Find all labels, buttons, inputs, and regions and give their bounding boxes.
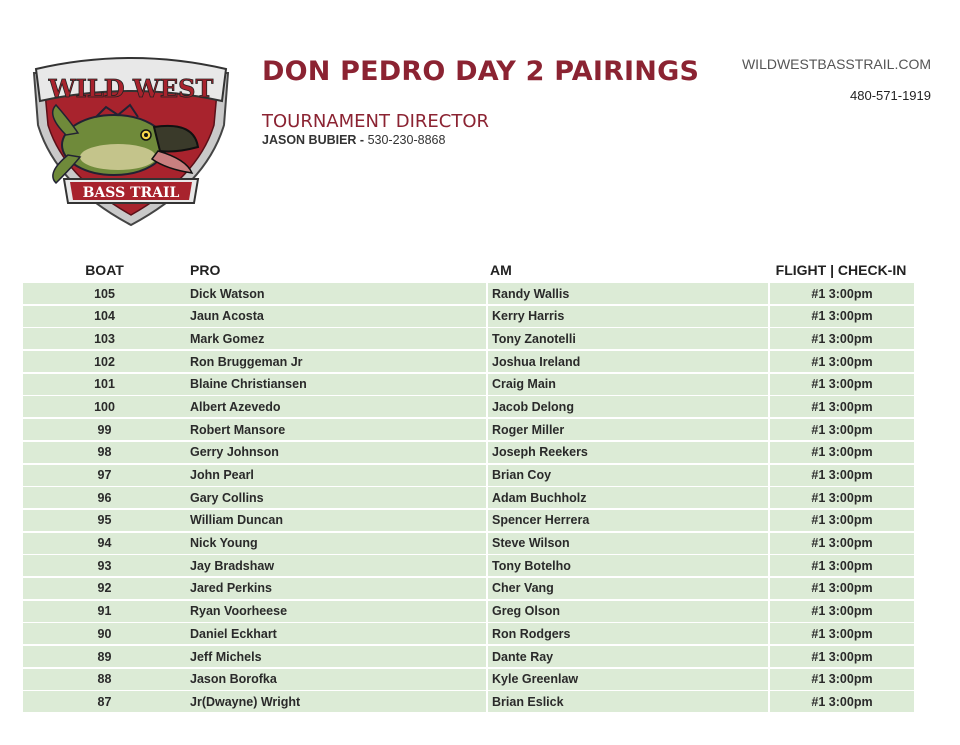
column-header-flight-check-in: FLIGHT | CHECK-IN <box>775 261 907 278</box>
boat-number-cell: 98 <box>97 445 112 460</box>
am-name-cell: Kyle Greenlaw <box>486 669 768 690</box>
boat-number-cell: 90 <box>97 626 112 641</box>
boat-number-cell: 88 <box>97 672 112 687</box>
am-name-cell: Steve Wilson <box>486 533 768 554</box>
table-row <box>23 487 914 508</box>
director-name: JASON BUBIER - <box>262 133 365 147</box>
table-row <box>23 442 914 463</box>
logo-top-text: WILD WEST <box>48 74 214 103</box>
pro-name-cell: Blaine Christiansen <box>190 377 307 392</box>
pro-name-cell: Jeff Michels <box>190 649 262 664</box>
boat-number-cell: 104 <box>94 309 115 324</box>
flight-check-in-cell: #1 3:00pm <box>768 669 914 690</box>
pro-name-cell: Dick Watson <box>190 286 265 301</box>
boat-number-cell: 97 <box>97 468 112 482</box>
tournament-director-label: TOURNAMENT DIRECTOR <box>262 111 489 132</box>
flight-check-in-cell: #1 3:00pm <box>768 646 914 667</box>
pro-name-cell: Ron Bruggeman Jr <box>190 354 303 369</box>
am-name-cell: Dante Ray <box>486 646 768 667</box>
page-title: DON PEDRO DAY 2 PAIRINGS <box>262 56 700 87</box>
am-name-cell: Kerry Harris <box>486 306 768 327</box>
boat-number-cell: 105 <box>94 286 115 301</box>
am-name-cell: Brian Eslick <box>486 691 768 712</box>
pro-name-cell: Jay Bradshaw <box>190 558 275 573</box>
boat-number-cell: 92 <box>97 581 112 596</box>
pro-name-cell: Jared Perkins <box>190 581 272 596</box>
boat-number-cell: 91 <box>97 604 112 619</box>
am-name-cell: Tony Botelho <box>486 555 768 576</box>
table-row <box>23 510 914 531</box>
flight-check-in-cell: #1 3:00pm <box>768 419 914 440</box>
pro-name-cell: William Duncan <box>190 513 283 528</box>
flight-check-in-cell: #1 3:00pm <box>768 691 914 712</box>
am-name-cell: Spencer Herrera <box>486 510 768 531</box>
table-row <box>23 669 914 690</box>
table-header <box>23 256 914 283</box>
table-row <box>23 419 914 440</box>
boat-number-cell: 100 <box>94 399 115 414</box>
pro-name-cell: Nick Young <box>190 536 258 551</box>
boat-number-cell: 99 <box>97 422 112 437</box>
boat-number-cell: 89 <box>97 649 112 664</box>
flight-check-in-cell: #1 3:00pm <box>768 374 914 395</box>
flight-check-in-cell: #1 3:00pm <box>768 442 914 463</box>
table-row <box>23 306 914 327</box>
am-name-cell: Greg Olson <box>486 601 768 622</box>
pro-name-cell: Albert Azevedo <box>190 399 281 414</box>
pro-name-cell: Jaun Acosta <box>190 309 264 324</box>
flight-check-in-cell: #1 3:00pm <box>768 578 914 599</box>
flight-check-in-cell: #1 3:00pm <box>768 555 914 576</box>
boat-number-cell: 103 <box>94 331 115 346</box>
table-body <box>23 283 914 712</box>
boat-number-cell: 94 <box>97 536 112 551</box>
pairings-table <box>23 256 914 714</box>
flight-check-in-cell: #1 3:00pm <box>768 465 914 486</box>
flight-check-in-cell: #1 3:00pm <box>768 396 914 417</box>
flight-check-in-cell: #1 3:00pm <box>768 487 914 508</box>
wild-west-bass-trail-logo <box>26 55 236 227</box>
table-row <box>23 578 914 599</box>
pro-name-cell: Daniel Eckhart <box>190 626 277 641</box>
table-row <box>23 283 914 304</box>
boat-number-cell: 101 <box>94 377 115 392</box>
column-header-boat: BOAT <box>85 261 124 278</box>
table-row <box>23 555 914 576</box>
contact-phone: 480-571-1919 <box>850 88 931 103</box>
am-name-cell: Randy Wallis <box>486 283 768 304</box>
table-row <box>23 351 914 372</box>
am-name-cell: Joseph Reekers <box>486 442 768 463</box>
boat-number-cell: 93 <box>97 558 112 573</box>
boat-number-cell: 95 <box>97 513 112 528</box>
flight-check-in-cell: #1 3:00pm <box>768 351 914 372</box>
table-row <box>23 374 914 395</box>
am-name-cell: Joshua Ireland <box>486 351 768 372</box>
flight-check-in-cell: #1 3:00pm <box>768 510 914 531</box>
flight-check-in-cell: #1 3:00pm <box>768 283 914 304</box>
flight-check-in-cell: #1 3:00pm <box>768 601 914 622</box>
am-name-cell: Cher Vang <box>486 578 768 599</box>
flight-check-in-cell: #1 3:00pm <box>768 306 914 327</box>
boat-number-cell: 87 <box>97 694 112 709</box>
pro-name-cell: Jason Borofka <box>190 672 277 687</box>
table-row <box>23 533 914 554</box>
am-name-cell: Brian Coy <box>486 465 768 486</box>
column-header-am: AM <box>490 261 512 278</box>
pro-name-cell: Gerry Johnson <box>190 445 279 460</box>
am-name-cell: Adam Buchholz <box>486 487 768 508</box>
logo-bottom-text: BASS TRAIL <box>82 185 180 201</box>
pro-name-cell: Jr(Dwayne) Wright <box>190 694 301 709</box>
am-name-cell: Ron Rodgers <box>486 623 768 644</box>
am-name-cell: Tony Zanotelli <box>486 328 768 349</box>
flight-check-in-cell: #1 3:00pm <box>768 533 914 554</box>
am-name-cell: Jacob Delong <box>486 396 768 417</box>
pro-name-cell: Mark Gomez <box>190 331 265 346</box>
table-row <box>23 691 914 712</box>
boat-number-cell: 96 <box>97 490 112 505</box>
table-row <box>23 396 914 417</box>
website-link[interactable]: WILDWESTBASSTRAIL.COM <box>741 56 931 72</box>
boat-number-cell: 102 <box>94 354 115 369</box>
pro-name-cell: Gary Collins <box>190 490 264 505</box>
pro-name-cell: Ryan Voorheese <box>190 604 288 619</box>
table-row <box>23 601 914 622</box>
pro-name-cell: John Pearl <box>190 468 254 482</box>
table-row <box>23 465 914 486</box>
table-row <box>23 328 914 349</box>
director-phone: 530-230-8868 <box>367 133 446 147</box>
am-name-cell: Roger Miller <box>486 419 768 440</box>
tournament-director-contact <box>262 133 445 147</box>
pro-name-cell: Robert Mansore <box>190 422 286 437</box>
column-header-pro: PRO <box>190 261 221 278</box>
flight-check-in-cell: #1 3:00pm <box>768 623 914 644</box>
table-row <box>23 646 914 667</box>
table-row <box>23 623 914 644</box>
flight-check-in-cell: #1 3:00pm <box>768 328 914 349</box>
am-name-cell: Craig Main <box>486 374 768 395</box>
